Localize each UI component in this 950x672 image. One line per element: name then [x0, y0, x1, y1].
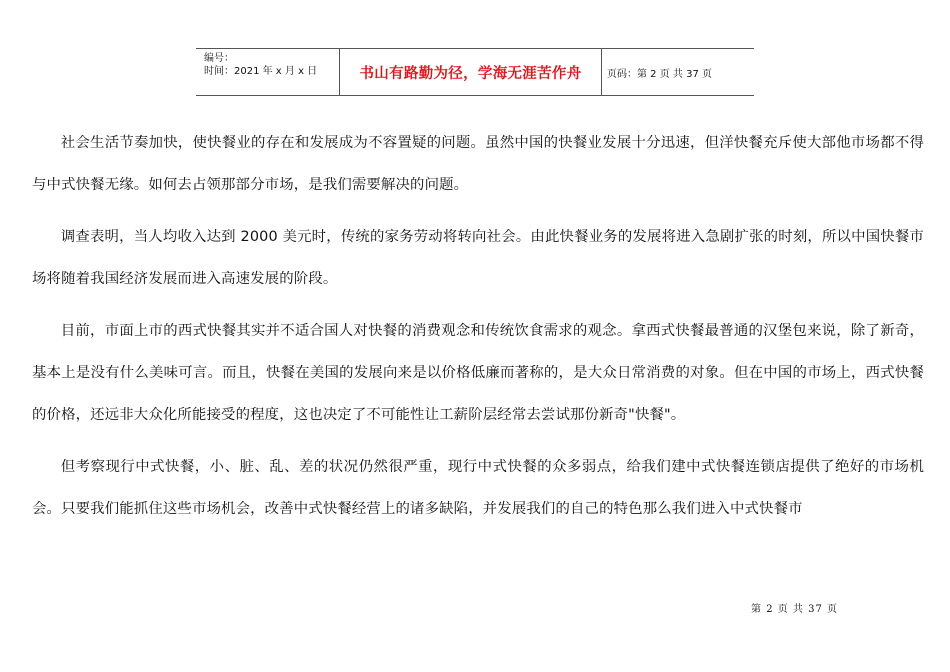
body-paragraph: 但考察现行中式快餐，小、脏、乱、差的状况仍然很严重，现行中式快餐的众多弱点，给我们建中式快餐连锁店提供了绝好的市场机会。只要我们能抓住这些市场机会，改善中式快餐经营上的诸多缺陷，并发展我们的自己的特色那么我们进入中式快餐市 [32, 459, 924, 517]
document-header [196, 48, 754, 96]
header-page-code: 页码：第 2 页 共 37 页 [607, 68, 712, 80]
document-body [32, 122, 924, 530]
body-paragraph: 社会生活节奏加快，使快餐业的存在和发展成为不容置疑的问题。虽然中国的快餐业发展十分迅速，但洋快餐充斥使大部他市场都不得与中式快餐无缘。如何去占领那部分市场，是我们需要解决的问题。 [32, 135, 924, 193]
body-paragraph: 调查表明，当人均收入达到 2000 美元时，传统的家务劳动将转向社会。由此快餐业务的发展将进入急剧扩张的时刻，所以中国快餐市场将随着我国经济发展而进入高速发展的阶段。 [32, 229, 924, 287]
body-paragraph: 目前，市面上市的西式快餐其实并不适合国人对快餐的消费观念和传统饮食需求的观念。拿西式快餐最普通的汉堡包来说，除了新奇，基本上是没有什么美味可言。而且，快餐在美国的发展向来是以价格低廉而著称的，是大众日常消费的对象。但在中国的市场上，西式快餐的价格，还远非大众化所能接受的程度，这也决定了不可能性让工薪阶层经常去尝试那份新奇"快餐"。 [32, 323, 924, 423]
serial-number-label: 编号： [204, 53, 234, 64]
header-info-cell [196, 49, 340, 95]
footer-page-indicator: 第 2 页 共 37 页 [751, 604, 838, 615]
header-date: 时间：2021 年 x 月 x 日 [204, 66, 318, 77]
header-motto-cell [340, 49, 602, 95]
header-motto: 书山有路勤为径，学海无涯苦作舟 [359, 65, 582, 82]
page-footer [751, 600, 838, 615]
header-page-cell [602, 49, 754, 95]
